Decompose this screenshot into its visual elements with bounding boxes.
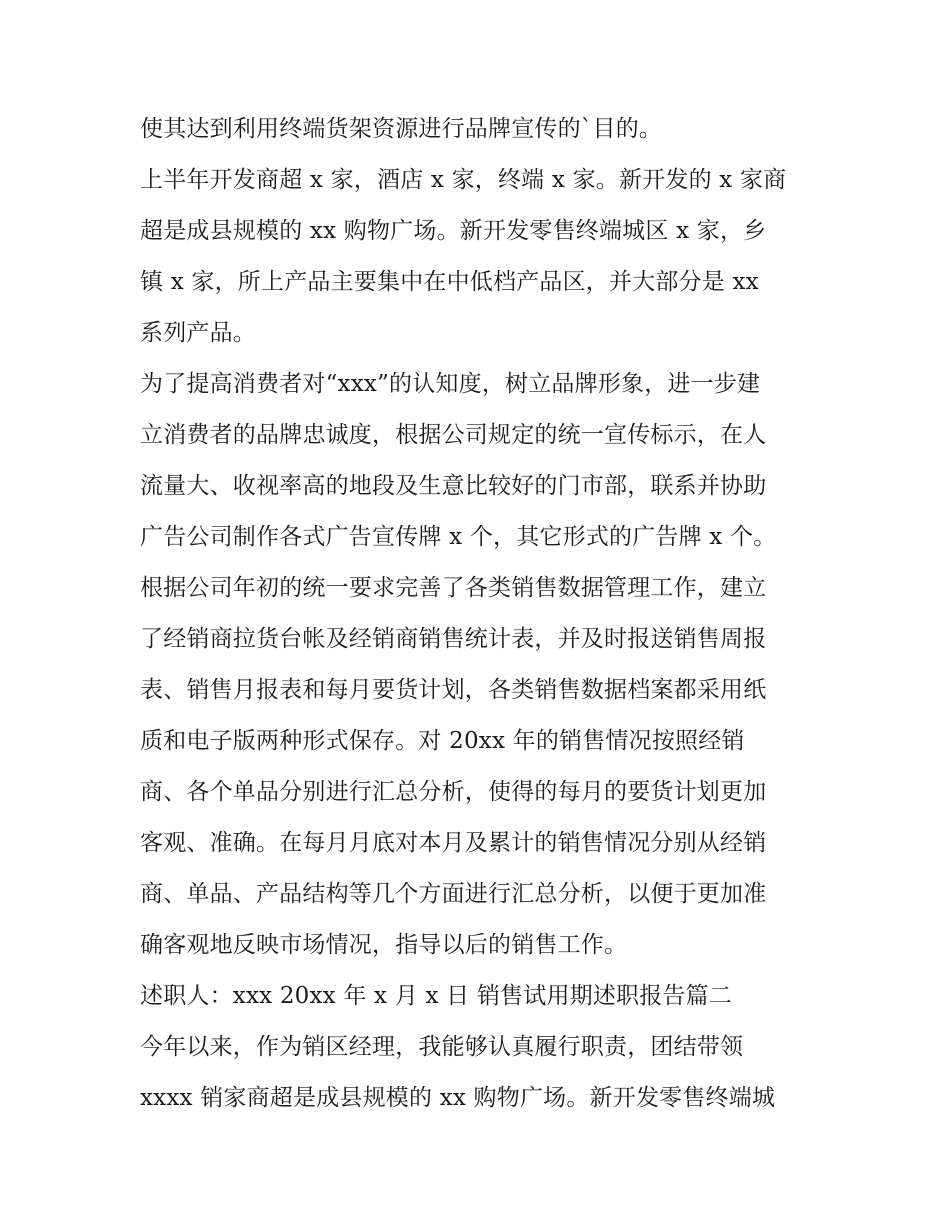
document-body [140, 104, 820, 1124]
text-line: 根据公司年初的统一要求完善了各类销售数据管理工作，建立 [140, 575, 767, 601]
text-line: 广告公司制作各式广告宣传牌 x 个，其它形式的广告牌 x 个。 [140, 524, 777, 550]
text-line: 立消费者的品牌忠诚度，根据公司规定的统一宣传标示，在人 [140, 422, 767, 448]
text-line: 今年以来，作为销区经理，我能够认真履行职责，团结带领 [140, 1034, 744, 1060]
text-line: 质和电子版两种形式保存。对 20xx 年的销售情况按照经销 [140, 728, 745, 754]
text-line: 商、单品、产品结构等几个方面进行汇总分析，以便于更加准 [140, 881, 767, 907]
text-line: 客观、准确。在每月月底对本月及累计的销售情况分别从经销 [140, 830, 767, 856]
text-line: 了经销商拉货台帐及经销商销售统计表，并及时报送销售周报 [140, 626, 767, 652]
text-line: 表、销售月报表和每月要货计划，各类销售数据档案都采用纸 [140, 677, 767, 703]
text-line: 流量大、收视率高的地段及生意比较好的门市部，联系并协助 [140, 473, 767, 499]
text-line: 使其达到利用终端货架资源进行品牌宣传的`目的。 [140, 116, 663, 142]
text-line: 为了提高消费者对“xxx”的认知度，树立品牌形象，进一步建 [140, 371, 761, 397]
text-line: 上半年开发商超 x 家，酒店 x 家，终端 x 家。新开发的 x 家商 [140, 167, 787, 193]
text-line: 镇 x 家，所上产品主要集中在中低档产品区，并大部分是 xx [140, 269, 759, 295]
text-line: 系列产品。 [140, 320, 256, 346]
text-line: 商、各个单品分别进行汇总分析，使得的每月的要货计划更加 [140, 779, 767, 805]
text-line: 确客观地反映市场情况，指导以后的销售工作。 [140, 932, 628, 958]
text-line: 超是成县规模的 xx 购物广场。新开发零售终端城区 x 家，乡 [140, 218, 767, 244]
text-line: 述职人：xxx 20xx 年 x 月 x 日 销售试用期述职报告篇二 [140, 983, 733, 1009]
text-line: xxxx 销家商超是成县规模的 xx 购物广场。新开发零售终端城 [140, 1085, 776, 1111]
